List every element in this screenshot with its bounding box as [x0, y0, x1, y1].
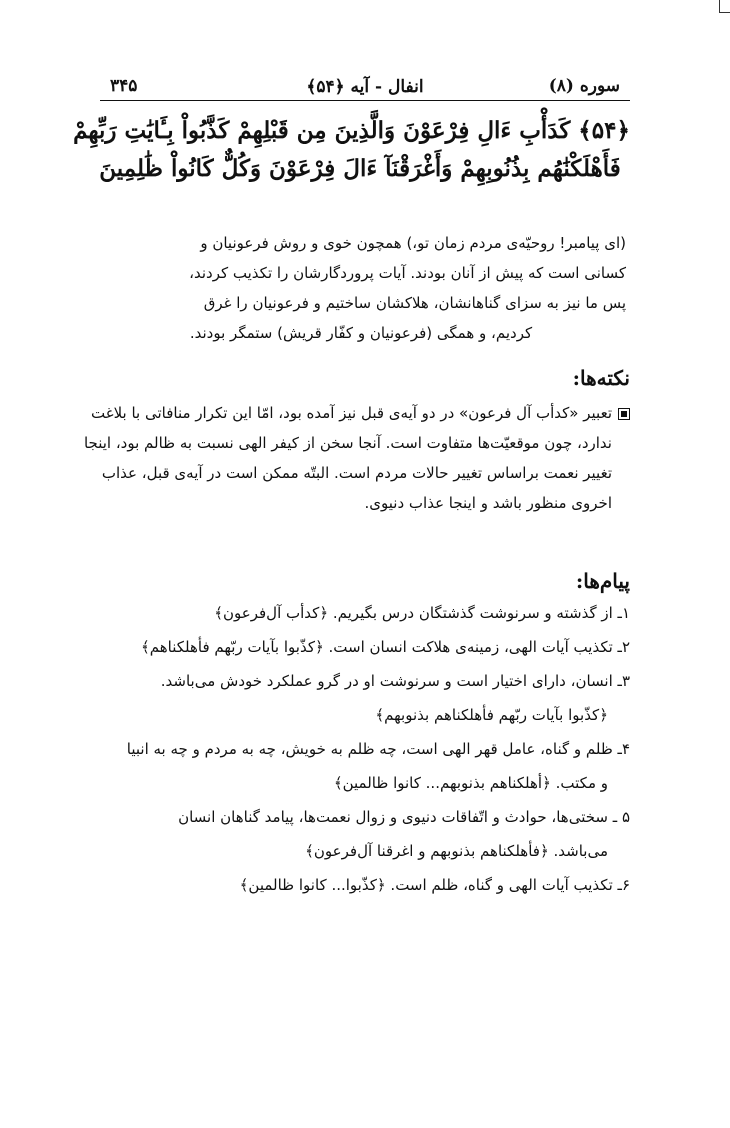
notes-title: نکته‌ها:	[572, 366, 630, 390]
message-line: و مکتب. ﴿أهلکناهم بذنوبهم... کانوا ظالمین﴾	[333, 774, 608, 792]
note-line: تعبیر «کدأب آل فرعون» در دو آیه‌ی قبل نیز آمده بود، امّا این تکرار منافاتی با بلاغت	[91, 404, 612, 422]
verse-line-2: فَأَهْلَكْنَٰهُم بِذُنُوبِهِمْ وَأَغْرَقْنَآ ءَالَ فِرْعَوْنَ وَكُلٌّ كَانُواْ ظَٰلِمِينَ	[99, 155, 621, 182]
message-line: ۲ـ تکذیب آیات الهی، زمینه‌ی هلاکت انسان است. ﴿کذّبوا بآیات ربّهم فأهلکناهم﴾	[140, 638, 630, 656]
bullet-icon	[618, 408, 630, 420]
message-line: ۳ـ انسان، دارای اختیار است و سرنوشت او در گرو عملکرد خودش می‌باشد.	[160, 672, 630, 690]
message-line: ﴿کذّبوا بآیات ربّهم فأهلکناهم بذنوبهم﴾	[375, 706, 608, 724]
translation-line: کسانی است که پیش از آنان بودند. آیات پروردگارشان را تکذیب کردند،	[189, 264, 626, 282]
message-line: ۴ـ ظلم و گناه، عامل قهر الهی است، چه ظلم به خویش، چه به مردم و چه به انبیا	[126, 740, 630, 758]
note-line: اخروی منظور باشد و اینجا عذاب دنیوی.	[364, 494, 612, 512]
page-header	[100, 74, 630, 101]
message-line: ۵ ـ سختی‌ها، حوادث و اتّفاقات دنیوی و زوال نعمت‌ها، پیامد گناهان انسان	[178, 808, 630, 826]
translation	[96, 228, 626, 348]
note-line: ندارد، چون موقعیّت‌ها متفاوت است. آنجا سخن از کیفر الهی نسبت به ظالم بود، اینجا	[83, 434, 612, 452]
messages-title: پیام‌ها:	[575, 569, 630, 593]
messages-body	[95, 596, 630, 902]
translation-line: کردیم، و همگی (فرعونیان و کفّار قریش) ستمگر بودند.	[189, 324, 533, 342]
surah-label: سوره (۸)	[548, 76, 620, 96]
translation-line: پس ما نیز به سزای گناهانشان، هلاکشان ساختیم و فرعونیان را غرق	[203, 294, 626, 312]
message-line: می‌باشد. ﴿فأهلکناهم بذنوبهم و اغرقنا آل‌فرعون﴾	[305, 842, 608, 860]
page-number: ۳۴۵	[110, 76, 138, 96]
note-line: تغییر نعمت براساس تغییر حالات مردم است. البتّه ممکن است در آیه‌ی قبل، عذاب	[101, 464, 612, 482]
translation-line: (ای پیامبر! روحیّه‌ی مردم زمان تو،) همچون خوی و روش فرعونیان و	[200, 234, 626, 252]
corner-mark	[719, 0, 730, 13]
message-line: ۶ـ تکذیب آیات الهی و گناه، ظلم است. ﴿کذّبوا... کانوا ظالمین﴾	[239, 876, 630, 894]
notes-body	[83, 398, 630, 518]
chapter-label: انفال - آیه ﴿۵۴﴾	[306, 77, 424, 97]
verse-line-1: ﴿۵۴﴾ كَدَأْبِ ءَالِ فِرْعَوْنَ وَالَّذِينَ مِن قَبْلِهِمْ كَذَّبُواْ بِـَٔايَٰتِ رَبِّهِمْ	[73, 117, 630, 144]
message-line: ۱ـ از گذشته و سرنوشت گذشتگان درس بگیریم. ﴿کدأب آل‌فرعون﴾	[214, 604, 630, 622]
